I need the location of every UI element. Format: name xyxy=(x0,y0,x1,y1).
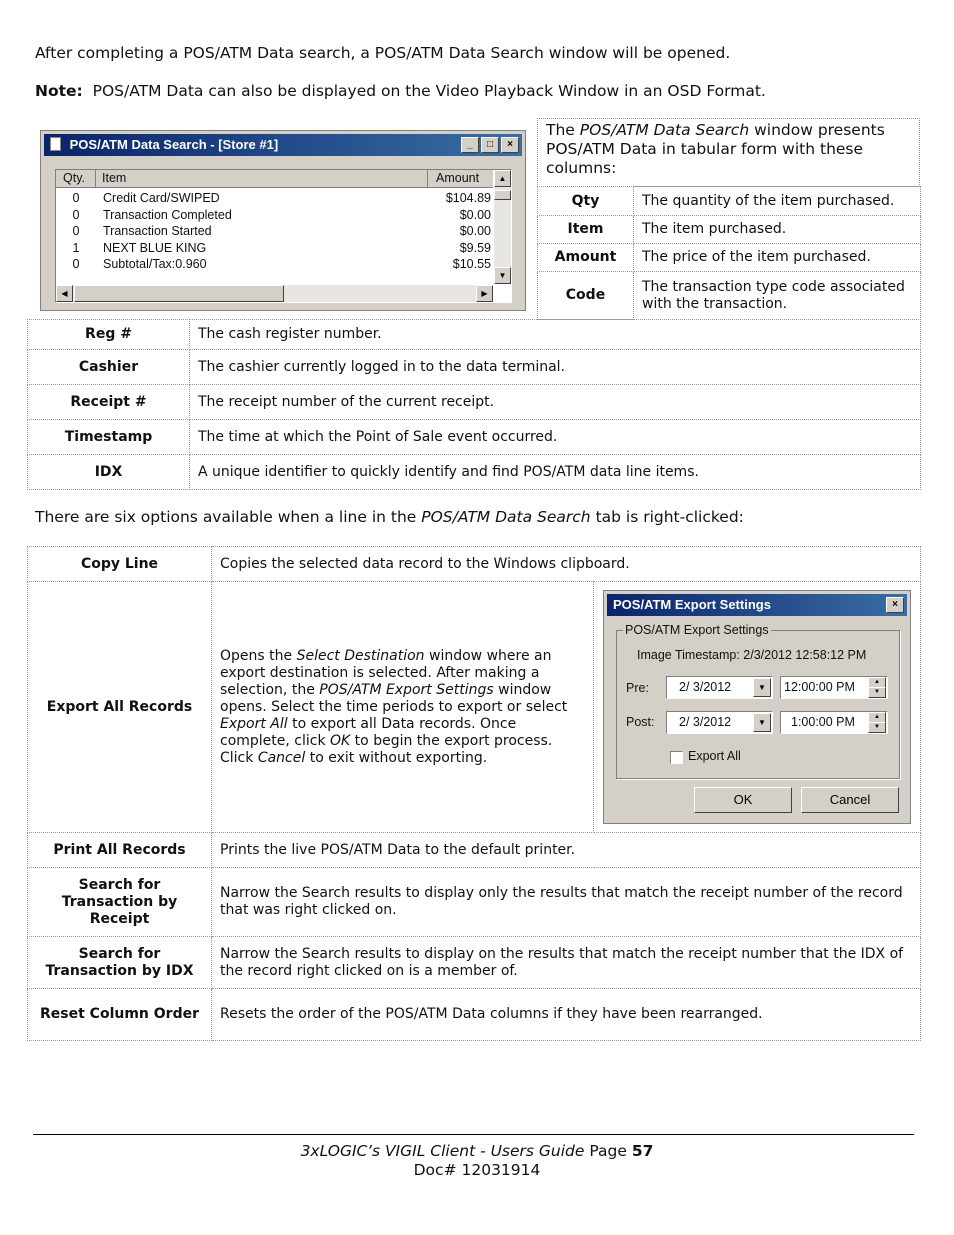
col-key: Code xyxy=(538,272,634,320)
footer-rule xyxy=(33,1134,914,1135)
table-row[interactable] xyxy=(56,256,493,273)
table-row[interactable] xyxy=(56,240,493,257)
txt: window opens. Select the time periods to export or select xyxy=(220,681,568,715)
search-rows xyxy=(56,190,493,273)
post-label: Post: xyxy=(626,715,655,729)
vertical-scrollbar[interactable] xyxy=(494,170,511,284)
spin-down-icon[interactable]: ▼ xyxy=(868,722,886,733)
txt: Opens the xyxy=(220,647,297,664)
presents-em: POS/ATM Data Search xyxy=(579,121,750,139)
col-key: Timestamp xyxy=(28,420,190,455)
table-row[interactable] xyxy=(56,207,493,224)
pre-label: Pre: xyxy=(626,681,649,695)
cell-item: Credit Card/SWIPED xyxy=(103,191,220,205)
col-key: Receipt # xyxy=(28,385,190,420)
txt-em: Select Destination xyxy=(296,647,425,664)
post-time-spinner[interactable] xyxy=(780,711,888,734)
cell-qty: 0 xyxy=(72,257,80,271)
pre-time-value: 12:00:00 PM xyxy=(784,680,855,694)
group-label: POS/ATM Export Settings xyxy=(625,623,769,637)
presents-post: window presents POS/ATM Data in tabular form with these columns: xyxy=(546,121,885,177)
txt-em: OK xyxy=(330,732,351,749)
col-key: Item xyxy=(538,216,634,244)
opt-desc: Prints the live POS/ATM Data to the default printer. xyxy=(212,833,921,868)
options-intro xyxy=(35,508,744,526)
txt: to begin the export process. Click xyxy=(220,732,553,766)
col-desc: The item purchased. xyxy=(634,216,921,244)
opt-key: Search for Transaction by Receipt xyxy=(28,868,212,937)
opt-key: Export All Records xyxy=(28,582,212,833)
opt-key: Reset Column Order xyxy=(28,989,212,1041)
spin-down-icon[interactable]: ▼ xyxy=(868,687,886,698)
table-row[interactable] xyxy=(56,190,493,207)
ok-button[interactable]: OK xyxy=(694,787,792,813)
scroll-right-icon[interactable]: ▶ xyxy=(476,285,493,302)
note-paragraph xyxy=(35,82,766,100)
close-icon[interactable]: × xyxy=(886,597,904,613)
note-label: Note: xyxy=(35,82,83,100)
pre-time-spinner[interactable] xyxy=(780,676,888,699)
columns-intro xyxy=(537,118,920,187)
footer-page-word: Page xyxy=(589,1142,627,1160)
col-desc: The time at which the Point of Sale event occurred. xyxy=(190,420,921,455)
txt-em: POS/ATM Export Settings xyxy=(319,681,494,698)
options-em: POS/ATM Data Search xyxy=(421,508,591,526)
maximize-icon[interactable]: □ xyxy=(481,137,499,153)
scroll-down-icon[interactable]: ▼ xyxy=(494,267,511,284)
opt-desc: Narrow the Search results to display only the results that match the receipt number of the record that was right clicked on. xyxy=(212,868,921,937)
cell-item: NEXT BLUE KING xyxy=(103,240,207,255)
page-number: 57 xyxy=(631,1142,654,1160)
col-key: Amount xyxy=(538,244,634,272)
post-time-value: 1:00:00 PM xyxy=(791,715,855,729)
opt-key: Print All Records xyxy=(28,833,212,868)
minimize-icon[interactable]: _ xyxy=(461,137,479,153)
opt-desc: Resets the order of the POS/ATM Data columns if they have been rearranged. xyxy=(212,989,921,1041)
hscroll-thumb[interactable] xyxy=(74,285,284,302)
scroll-left-icon[interactable]: ◀ xyxy=(56,285,73,302)
columns-table-2 xyxy=(27,319,921,490)
column-header-qty[interactable]: Qty. xyxy=(56,170,96,187)
export-settings-window xyxy=(603,590,911,824)
cell-amount: $0.00 xyxy=(459,224,491,238)
col-key: Reg # xyxy=(28,320,190,350)
export-window-title: POS/ATM Export Settings xyxy=(613,597,771,612)
cell-qty: 0 xyxy=(72,224,80,238)
col-desc: A unique identifier to quickly identify and find POS/ATM data line items. xyxy=(190,455,921,490)
cell-qty: 0 xyxy=(72,191,80,205)
chevron-down-icon[interactable]: ▼ xyxy=(753,678,771,697)
doc-number: Doc# 12031914 xyxy=(413,1161,541,1179)
opt-key: Search for Transaction by IDX xyxy=(28,937,212,989)
cell-item: Transaction Completed xyxy=(103,207,232,222)
footer-title: 3xLOGIC’s VIGIL Client - Users Guide xyxy=(300,1142,585,1160)
col-desc: The transaction type code associated with the transaction. xyxy=(634,272,921,320)
horizontal-scrollbar[interactable] xyxy=(56,285,493,302)
col-desc: The cash register number. xyxy=(190,320,921,350)
cell-amount: $9.59 xyxy=(459,240,491,255)
cell-amount: $104.89 xyxy=(445,191,491,205)
spin-up-icon[interactable]: ▲ xyxy=(868,677,886,688)
cell-amount: $0.00 xyxy=(459,207,491,222)
opt-desc: Narrow the Search results to display on the results that match the receipt number that the IDX of the record right clicked on is a member of. xyxy=(212,937,921,989)
options-post: tab is right-clicked: xyxy=(590,508,744,526)
col-desc: The price of the item purchased. xyxy=(634,244,921,272)
cell-qty: 1 xyxy=(72,240,80,255)
cell-item: Subtotal/Tax:0.960 xyxy=(103,257,207,271)
txt: to export all Data records. Once complete, click xyxy=(220,715,517,749)
column-header-item[interactable]: Item xyxy=(96,170,428,187)
image-timestamp: Image Timestamp: 2/3/2012 12:58:12 PM xyxy=(637,648,867,662)
col-key: Cashier xyxy=(28,350,190,385)
col-key: IDX xyxy=(28,455,190,490)
opt-desc: Copies the selected data record to the Windows clipboard. xyxy=(212,547,921,582)
col-desc: The receipt number of the current receipt. xyxy=(190,385,921,420)
col-desc: The cashier currently logged in to the data terminal. xyxy=(190,350,921,385)
search-window-title: POS/ATM Data Search - [Store #1] xyxy=(69,137,279,152)
document-icon xyxy=(50,137,61,151)
search-window-titlebar xyxy=(44,134,522,156)
table-row[interactable] xyxy=(56,223,493,240)
footer-title-line xyxy=(0,1142,954,1160)
txt-em: Cancel xyxy=(257,749,306,766)
post-date-picker[interactable] xyxy=(666,711,773,734)
txt: window where an export destination is selected. After making a selection, the xyxy=(220,647,552,698)
col-key: Qty xyxy=(538,187,634,216)
export-group-box xyxy=(616,623,900,779)
scroll-thumb[interactable] xyxy=(494,190,511,200)
close-icon[interactable]: × xyxy=(501,137,519,153)
col-desc: The quantity of the item purchased. xyxy=(634,187,921,216)
presents-pre: The xyxy=(546,121,580,139)
txt: to exit without exporting. xyxy=(305,749,488,766)
pre-date-picker[interactable] xyxy=(666,676,773,699)
intro-text: After completing a POS/ATM Data search, a POS/ATM Data Search window will be opened. xyxy=(35,44,731,62)
cell-qty: 0 xyxy=(72,207,80,222)
post-date-value: 2/ 3/2012 xyxy=(679,715,732,729)
pre-date-value: 2/ 3/2012 xyxy=(679,680,732,694)
cell-amount: $10.55 xyxy=(452,257,491,271)
search-results-list xyxy=(55,169,512,303)
pos-atm-search-window xyxy=(40,130,526,311)
columns-table xyxy=(537,186,921,320)
list-header xyxy=(56,170,493,188)
opt-desc-export xyxy=(212,582,594,833)
export-window-titlebar xyxy=(607,594,907,616)
options-pre: There are six options available when a line in the xyxy=(35,508,422,526)
txt-em: Export All xyxy=(220,715,288,732)
spin-up-icon[interactable]: ▲ xyxy=(868,712,886,723)
column-header-amount[interactable]: Amount xyxy=(436,171,480,185)
scroll-up-icon[interactable]: ▲ xyxy=(494,170,511,187)
export-all-label: Export All xyxy=(688,749,741,763)
export-all-checkbox[interactable] xyxy=(670,751,683,764)
note-text: POS/ATM Data can also be displayed on the Video Playback Window in an OSD Format. xyxy=(92,82,766,100)
cell-item: Transaction Started xyxy=(103,224,212,238)
cancel-button[interactable]: Cancel xyxy=(801,787,899,813)
chevron-down-icon[interactable]: ▼ xyxy=(753,713,771,732)
opt-key: Copy Line xyxy=(28,547,212,582)
